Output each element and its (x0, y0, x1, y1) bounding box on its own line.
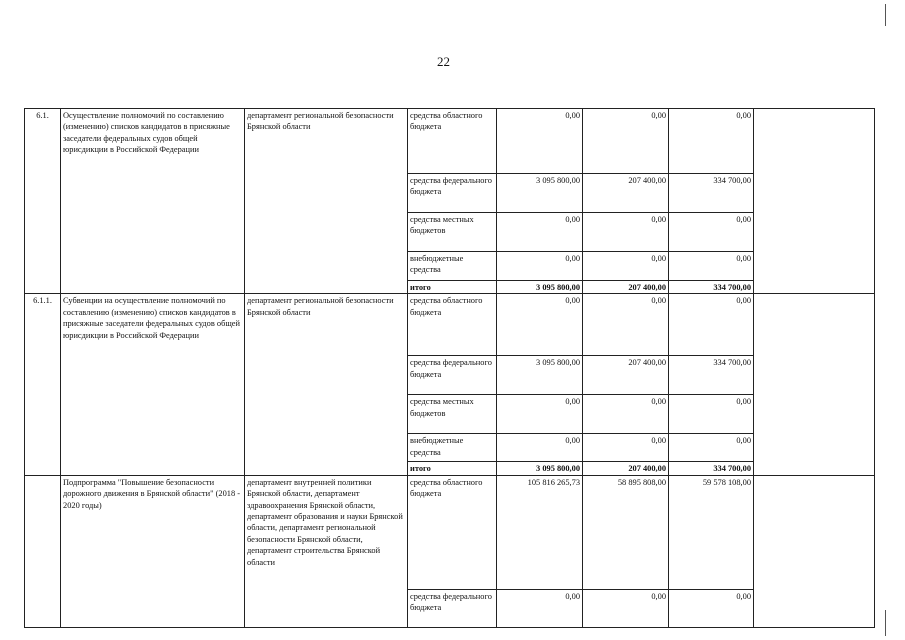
value-year-1: 0,00 (497, 252, 583, 281)
source-label: средства местных бюджетов (408, 213, 497, 252)
row-name: Осуществление полномочий по составлению (изменению) списков кандидатов в присяжные заседатели федеральных судов общей юрисдикции в Российской Федерации (61, 109, 245, 294)
empty-cell (754, 109, 875, 294)
table-row (25, 109, 875, 174)
source-label: средства федерального бюджета (408, 174, 497, 213)
value-year-2: 0,00 (583, 213, 669, 252)
row-executor: департамент региональной безопасности Брянской области (245, 294, 408, 475)
row-executor: департамент внутренней политики Брянской области, департамент здравоохранения Брянской области, департамент образования и науки Брянской области, департамент региональной безопасности Брянской области, департамент строительства Брянской области (245, 475, 408, 627)
value-year-3: 0,00 (669, 395, 754, 434)
value-year-3: 0,00 (669, 109, 754, 174)
source-label: итого (408, 462, 497, 475)
row-code: 6.1.1. (25, 294, 61, 475)
value-year-2: 207 400,00 (583, 174, 669, 213)
value-year-3: 0,00 (669, 589, 754, 627)
source-label: средства областного бюджета (408, 294, 497, 356)
source-label: средства областного бюджета (408, 109, 497, 174)
value-year-2: 207 400,00 (583, 462, 669, 475)
value-year-3: 334 700,00 (669, 281, 754, 294)
value-year-2: 0,00 (583, 395, 669, 434)
value-year-3: 334 700,00 (669, 356, 754, 395)
table-row (25, 294, 875, 356)
row-code (25, 475, 61, 627)
value-year-1: 0,00 (497, 294, 583, 356)
value-year-2: 0,00 (583, 589, 669, 627)
source-label: внебюджетные средства (408, 434, 497, 462)
value-year-2: 0,00 (583, 252, 669, 281)
value-year-1: 3 095 800,00 (497, 174, 583, 213)
value-year-2: 0,00 (583, 294, 669, 356)
empty-cell (754, 294, 875, 475)
row-name: Субвенции на осуществление полномочий по составлению (изменению) списков кандидатов в присяжные заседатели федеральных судов общей юрисдикции в Российской Федерации (61, 294, 245, 475)
value-year-3: 334 700,00 (669, 174, 754, 213)
value-year-1: 0,00 (497, 434, 583, 462)
value-year-2: 207 400,00 (583, 281, 669, 294)
page-number: 22 (437, 54, 450, 69)
value-year-1: 105 816 265,73 (497, 475, 583, 589)
value-year-1: 0,00 (497, 589, 583, 627)
value-year-2: 207 400,00 (583, 356, 669, 395)
value-year-1: 0,00 (497, 395, 583, 434)
scan-edge-mark-top (885, 4, 886, 26)
value-year-3: 334 700,00 (669, 462, 754, 475)
value-year-3: 0,00 (669, 252, 754, 281)
value-year-1: 0,00 (497, 109, 583, 174)
value-year-1: 0,00 (497, 213, 583, 252)
value-year-3: 0,00 (669, 294, 754, 356)
source-label: итого (408, 281, 497, 294)
row-name: Подпрограмма "Повышение безопасности дорожного движения в Брянской области" (2018 - 2020 годы) (61, 475, 245, 627)
empty-cell (754, 475, 875, 627)
value-year-2: 58 895 808,00 (583, 475, 669, 589)
scan-edge-mark-bottom (885, 610, 886, 636)
source-label: внебюджетные средства (408, 252, 497, 281)
value-year-3: 0,00 (669, 213, 754, 252)
value-year-3: 59 578 108,00 (669, 475, 754, 589)
value-year-2: 0,00 (583, 434, 669, 462)
source-label: средства федерального бюджета (408, 589, 497, 627)
source-label: средства областного бюджета (408, 475, 497, 589)
value-year-1: 3 095 800,00 (497, 462, 583, 475)
value-year-1: 3 095 800,00 (497, 356, 583, 395)
row-executor: департамент региональной безопасности Брянской области (245, 109, 408, 294)
source-label: средства местных бюджетов (408, 395, 497, 434)
source-label: средства федерального бюджета (408, 356, 497, 395)
value-year-1: 3 095 800,00 (497, 281, 583, 294)
table-row (25, 475, 875, 589)
value-year-3: 0,00 (669, 434, 754, 462)
budget-table (24, 108, 875, 628)
value-year-2: 0,00 (583, 109, 669, 174)
row-code: 6.1. (25, 109, 61, 294)
